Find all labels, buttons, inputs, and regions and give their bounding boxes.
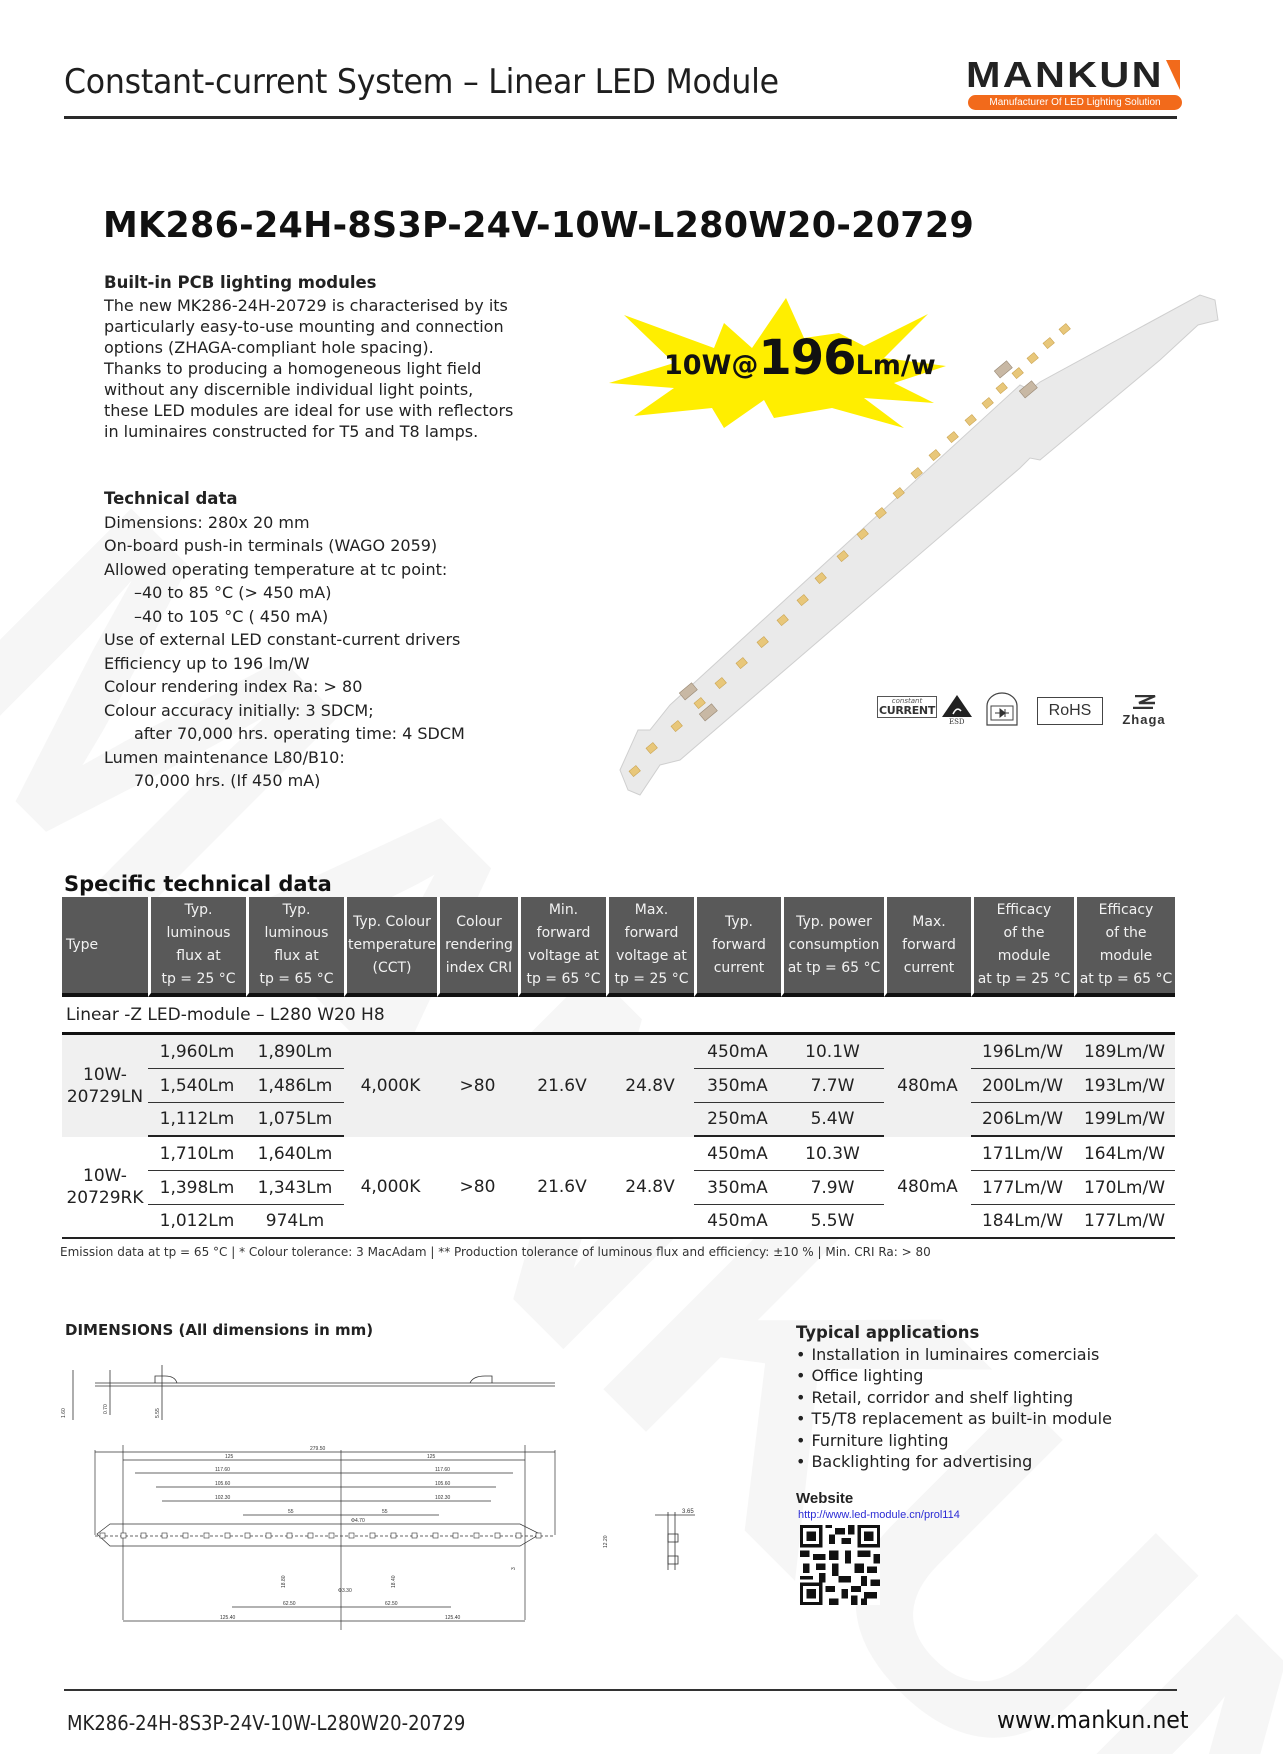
- flux65-cell: 974Lm: [246, 1205, 344, 1239]
- tech-line: Use of external LED constant-current drivers: [104, 630, 461, 649]
- badge-unit: Lm/w: [855, 350, 936, 381]
- svg-text:125: 125: [427, 1454, 436, 1460]
- current-cell: 450mA: [694, 1137, 781, 1171]
- product-model-title: MK286-24H-8S3P-24V-10W-L280W20-20729: [103, 205, 975, 246]
- svg-text:62.50: 62.50: [385, 1601, 398, 1607]
- svg-text:117.60: 117.60: [215, 1467, 230, 1473]
- svg-text:3: 3: [511, 1567, 517, 1570]
- applications-section: [796, 1322, 1112, 1473]
- cri-cell: >80: [437, 1137, 518, 1239]
- tech-line: Allowed operating temperature at tc point:: [104, 559, 448, 579]
- page-header-title: Constant-current System – Linear LED Module: [64, 62, 779, 102]
- imax-cell: 480mA: [884, 1137, 971, 1239]
- tech-line: Colour accuracy initially: 3 SDCM;: [104, 700, 374, 720]
- col-max-current: Max. forward current: [884, 897, 971, 997]
- svg-text:125: 125: [225, 1454, 234, 1460]
- application-item: • Office lighting: [796, 1365, 1112, 1387]
- website-heading: Website: [796, 1490, 854, 1507]
- svg-text:117.60: 117.60: [435, 1467, 450, 1473]
- current-cell: 350mA: [694, 1069, 781, 1103]
- rohs-icon: RoHS: [1037, 697, 1103, 725]
- logo-wordmark: MANKUN: [966, 54, 1164, 95]
- badge-prefix: 10W@: [664, 350, 759, 381]
- intro-line: these LED modules are ideal for use with reflectors: [104, 401, 514, 420]
- table-row: [62, 1035, 1175, 1069]
- intro-heading: Built-in PCB lighting modules: [104, 273, 377, 292]
- eff65-cell: 189Lm/W: [1074, 1035, 1175, 1069]
- svg-text:279.50: 279.50: [310, 1446, 326, 1452]
- col-flux-25: Typ. luminous flux at tp = 25 °C: [148, 897, 246, 997]
- footer-divider: [64, 1689, 1177, 1691]
- type-cell: 10W- 20729LN: [62, 1035, 148, 1137]
- spec-table: [62, 897, 1175, 1239]
- tech-line: after 70,000 hrs. operating time: 4 SDCM: [134, 724, 465, 743]
- current-cell: 250mA: [694, 1103, 781, 1137]
- cct-cell: 4,000K: [344, 1137, 437, 1239]
- brand-logo: [966, 56, 1188, 111]
- efficacy-badge-text: [664, 330, 936, 386]
- footer-model: MK286-24H-8S3P-24V-10W-L280W20-20729: [67, 1711, 466, 1735]
- spec-table-title: Specific technical data: [64, 872, 332, 896]
- col-flux-65: Typ. luminous flux at tp = 65 °C: [246, 897, 344, 997]
- svg-text:18.80: 18.80: [281, 1575, 287, 1588]
- svg-text:12.20: 12.20: [603, 1535, 609, 1548]
- col-vmin: Min. forward voltage at tp = 65 °C: [518, 897, 606, 997]
- header-divider: [64, 116, 1177, 119]
- technical-heading: Technical data: [104, 489, 238, 508]
- table-row: [62, 1137, 1175, 1171]
- power-cell: 7.9W: [781, 1171, 884, 1205]
- eff25-cell: 184Lm/W: [971, 1205, 1074, 1239]
- eff65-cell: 199Lm/W: [1074, 1103, 1175, 1137]
- vmin-cell: 21.6V: [518, 1137, 606, 1239]
- flux25-cell: 1,710Lm: [148, 1137, 246, 1171]
- col-eff-25: Efficacy of the module at tp = 25 °C: [971, 897, 1074, 997]
- application-item: • Retail, corridor and shelf lighting: [796, 1387, 1112, 1409]
- svg-text:105.60: 105.60: [435, 1481, 451, 1487]
- applications-heading: Typical applications: [796, 1323, 980, 1342]
- col-cct: Typ. Colour temperature (CCT): [344, 897, 437, 997]
- type-cell: 10W- 20729RK: [62, 1137, 148, 1239]
- tech-line: –40 to 85 °C (> 450 mA): [134, 583, 332, 602]
- zhaga-icon: [1113, 694, 1175, 728]
- website-link[interactable]: http://www.led-module.cn/prol114: [798, 1509, 960, 1521]
- svg-text:0.70: 0.70: [103, 1404, 109, 1414]
- tech-line: On-board push-in terminals (WAGO 2059): [104, 536, 438, 555]
- cri-cell: >80: [437, 1035, 518, 1137]
- logo-tagline: Manufacturer Of LED Lighting Solution: [968, 95, 1182, 110]
- svg-text:102.30: 102.30: [435, 1495, 451, 1501]
- col-type: Type: [62, 897, 148, 997]
- eff25-cell: 171Lm/W: [971, 1137, 1074, 1171]
- col-power: Typ. power consumption at tp = 65 °C: [781, 897, 884, 997]
- eff65-cell: 164Lm/W: [1074, 1137, 1175, 1171]
- intro-section: [104, 272, 534, 442]
- intro-line: particularly easy-to-use mounting and connection: [104, 317, 504, 336]
- tech-line: –40 to 105 °C ( 450 mA): [134, 606, 329, 626]
- footer-website[interactable]: www.mankun.net: [997, 1706, 1189, 1734]
- current-label: CURRENT: [878, 704, 936, 717]
- svg-text:5.55: 5.55: [155, 1408, 161, 1418]
- eff25-cell: 200Lm/W: [971, 1069, 1074, 1103]
- intro-line: without any discernible individual light points,: [104, 380, 474, 399]
- vmin-cell: 21.6V: [518, 1035, 606, 1137]
- badge-value: 196: [758, 330, 856, 386]
- dimension-side-view: [650, 1500, 750, 1600]
- svg-text:62.50: 62.50: [283, 1601, 296, 1607]
- intro-line: Thanks to producing a homogeneous light field: [104, 359, 482, 378]
- power-cell: 10.1W: [781, 1035, 884, 1069]
- svg-text:1.60: 1.60: [61, 1408, 67, 1418]
- col-vmax: Max. forward voltage at tp = 25 °C: [606, 897, 694, 997]
- svg-text:55: 55: [288, 1509, 294, 1515]
- esd-label: ESD: [949, 718, 965, 726]
- col-eff-65: Efficacy of the module at tp = 65 °C: [1074, 897, 1175, 997]
- eff65-cell: 170Lm/W: [1074, 1171, 1175, 1205]
- flux25-cell: 1,012Lm: [148, 1205, 246, 1239]
- esd-warning-icon: [941, 694, 973, 728]
- current-cell: 350mA: [694, 1171, 781, 1205]
- constant-label: constant: [891, 697, 923, 705]
- technical-data-section: [104, 487, 564, 793]
- eff65-cell: 177Lm/W: [1074, 1205, 1175, 1239]
- vmax-cell: 24.8V: [606, 1137, 694, 1239]
- power-cell: 5.4W: [781, 1103, 884, 1137]
- application-item: • Installation in luminaires comerciais: [796, 1344, 1112, 1366]
- flux65-cell: 1,343Lm: [246, 1171, 344, 1205]
- table-header-row: [62, 897, 1175, 997]
- flux25-cell: 1,112Lm: [148, 1103, 246, 1137]
- dimensions-title: DIMENSIONS (All dimensions in mm): [65, 1321, 374, 1339]
- table-footnote: Emission data at tp = 65 °C | * Colour tolerance: 3 MacAdam | ** Production tolerance of luminous flux and efficiency: ±10 % | Min. CRI Ra: > 80: [60, 1245, 931, 1259]
- vmax-cell: 24.8V: [606, 1035, 694, 1137]
- flux25-cell: 1,398Lm: [148, 1171, 246, 1205]
- tech-line: Efficiency up to 196 lm/W: [104, 653, 310, 673]
- svg-text:3.65: 3.65: [682, 1509, 694, 1515]
- imax-cell: 480mA: [884, 1035, 971, 1137]
- flux25-cell: 1,960Lm: [148, 1035, 246, 1069]
- svg-text:102.30: 102.30: [215, 1495, 231, 1501]
- eff25-cell: 196Lm/W: [971, 1035, 1074, 1069]
- intro-line: The new MK286-24H-20729 is characterised by its: [104, 296, 508, 315]
- intro-line: options (ZHAGA-compliant hole spacing).: [104, 338, 434, 357]
- application-item: • Furniture lighting: [796, 1430, 1112, 1452]
- logo-accent-shape: [1166, 60, 1180, 90]
- svg-text:Φ4.70: Φ4.70: [351, 1518, 365, 1524]
- power-cell: 5.5W: [781, 1205, 884, 1239]
- module-family-label: Linear -Z LED-module – L280 W20 H8: [62, 997, 1175, 1035]
- tech-line: Lumen maintenance L80/B10:: [104, 747, 345, 767]
- col-typ-current: Typ. forward current: [694, 897, 781, 997]
- tech-line: 70,000 hrs. (If 450 mA): [134, 771, 321, 790]
- application-item: • T5/T8 replacement as built-in module: [796, 1408, 1112, 1430]
- svg-text:105.60: 105.60: [215, 1481, 231, 1487]
- flux25-cell: 1,540Lm: [148, 1069, 246, 1103]
- qr-code[interactable]: [800, 1525, 880, 1605]
- tech-line: Colour rendering index Ra: > 80: [104, 677, 363, 696]
- constant-current-icon: [877, 696, 937, 718]
- led-diode-icon: [985, 692, 1019, 726]
- svg-text:125.40: 125.40: [220, 1615, 236, 1621]
- cct-cell: 4,000K: [344, 1035, 437, 1137]
- col-cri: Colour rendering index CRI: [437, 897, 518, 997]
- table-subheader-row: [62, 997, 1175, 1035]
- current-cell: 450mA: [694, 1205, 781, 1239]
- tech-line: Dimensions: 280x 20 mm: [104, 512, 310, 532]
- flux65-cell: 1,890Lm: [246, 1035, 344, 1069]
- flux65-cell: 1,486Lm: [246, 1069, 344, 1103]
- svg-text:18.40: 18.40: [391, 1575, 397, 1588]
- eff25-cell: 206Lm/W: [971, 1103, 1074, 1137]
- svg-text:55: 55: [382, 1509, 388, 1515]
- dimension-drawing: [55, 1340, 615, 1640]
- flux65-cell: 1,640Lm: [246, 1137, 344, 1171]
- flux65-cell: 1,075Lm: [246, 1103, 344, 1137]
- power-cell: 10.3W: [781, 1137, 884, 1171]
- eff65-cell: 193Lm/W: [1074, 1069, 1175, 1103]
- svg-text:125.40: 125.40: [445, 1615, 461, 1621]
- zhaga-label: Zhaga: [1122, 712, 1166, 727]
- intro-line: in luminaires constructed for T5 and T8 lamps.: [104, 422, 479, 441]
- application-item: • Backlighting for advertising: [796, 1451, 1112, 1473]
- power-cell: 7.7W: [781, 1069, 884, 1103]
- svg-text:Φ3.30: Φ3.30: [338, 1588, 352, 1594]
- current-cell: 450mA: [694, 1035, 781, 1069]
- eff25-cell: 177Lm/W: [971, 1171, 1074, 1205]
